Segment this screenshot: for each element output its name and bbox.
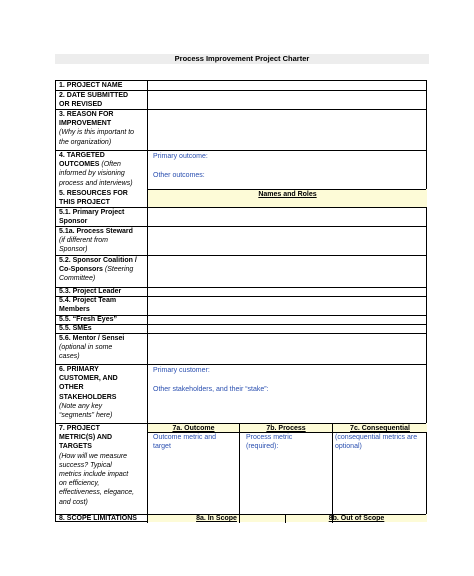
- label-project-team: 5.4. Project Team Members: [59, 297, 117, 314]
- header-8b-out-of-scope: 8b. Out of Scope: [328, 515, 385, 522]
- primary-customer-text: Primary customer:: [153, 367, 210, 374]
- label-resources: 5. RESOURCES FOR THIS PROJECT: [59, 190, 128, 207]
- label-project-leader: 5.3. Project Leader: [59, 288, 122, 295]
- other-outcomes-text: Other outcomes:: [153, 172, 205, 179]
- label-fresh-eyes: 5.5. “Fresh Eyes”: [59, 316, 117, 323]
- header-7c-consequential: 7c. Consequential: [350, 425, 410, 432]
- label-customer-stakeholders: 6. PRIMARY CUSTOMER, AND OTHER STAKEHOLDERS (Note any key “segments” here): [59, 366, 118, 420]
- names-roles-header: Names and Roles: [258, 191, 317, 198]
- label-process-steward: 5.1a. Process Steward (if different from Sponsor): [59, 228, 133, 254]
- header-8a-in-scope: 8a. In Scope: [196, 515, 237, 522]
- label-project-name: 1. PROJECT NAME: [59, 82, 123, 89]
- label-primary-sponsor: 5.1. Primary Project Sponsor: [59, 209, 125, 226]
- label-targeted-outcomes: 4. TARGETED OUTCOMES (Often informed by visioning process and interviews): [59, 152, 133, 187]
- other-stakeholders-text: Other stakeholders, and their “stake”:: [153, 386, 269, 393]
- header-7a-outcome: 7a. Outcome: [172, 425, 215, 432]
- header-7b-process: 7b. Process: [266, 425, 306, 432]
- page-title: Process Improvement Project Charter: [174, 54, 310, 63]
- consequential-metric-text: (consequential metrics are optional): [335, 434, 418, 451]
- label-project-metrics: 7. PROJECT METRIC(S) AND TARGETS (How will we measure success? Typical metrics include impact on efficiency, effectiveness, elegance, and cost): [59, 425, 135, 506]
- label-reason: 3. REASON FOR IMPROVEMENT (Why is this important to the organization): [59, 111, 135, 146]
- label-mentor: 5.6. Mentor / Sensei (optional in some cases): [59, 335, 125, 361]
- label-date-submitted: 2. DATE SUBMITTED OR REVISED: [59, 92, 129, 109]
- process-metric-text: Process metric (required):: [246, 434, 293, 451]
- label-scope-limitations: 8. SCOPE LIMITATIONS: [59, 515, 137, 522]
- charter-table: [55, 80, 427, 522]
- outcome-metric-text: Outcome metric and target: [153, 434, 217, 451]
- primary-outcome-text: Primary outcome:: [153, 153, 208, 160]
- label-sponsor-coalition: 5.2. Sponsor Coalition / Co-Sponsors (Steering Committee): [59, 257, 137, 283]
- label-smes: 5.5. SMEs: [59, 325, 92, 332]
